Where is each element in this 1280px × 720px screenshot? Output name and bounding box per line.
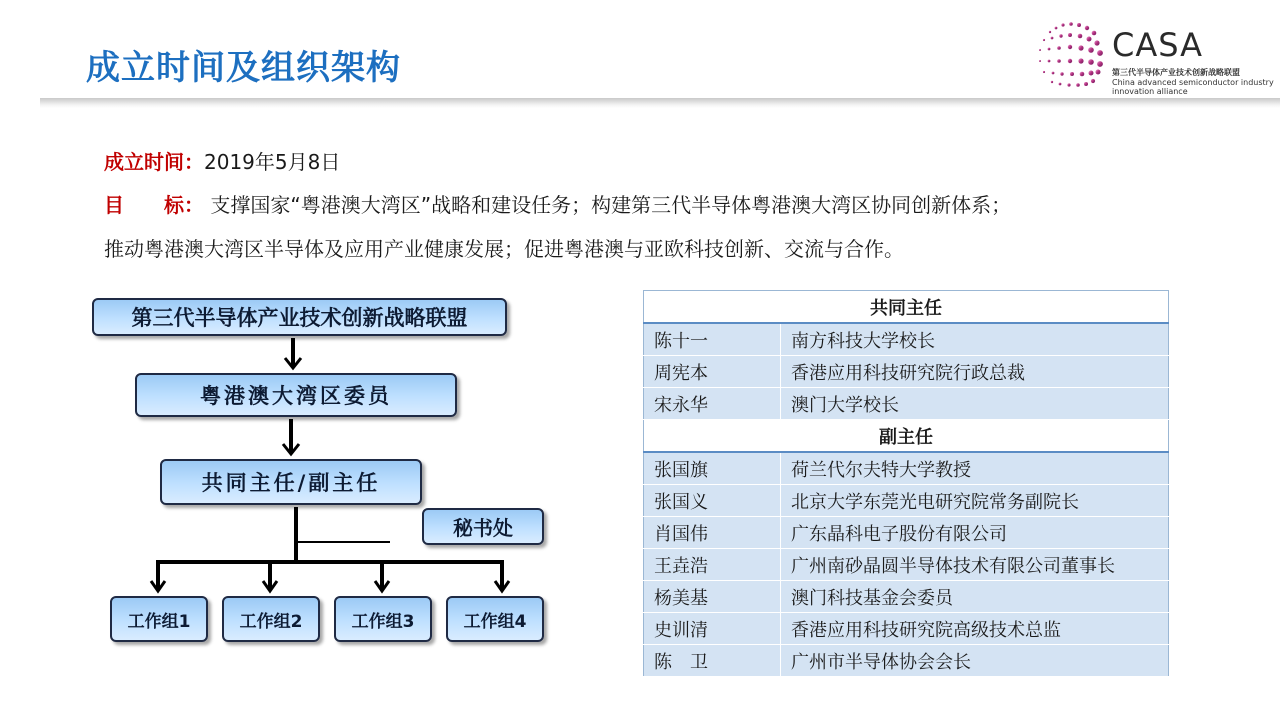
table-row	[644, 517, 1169, 549]
goal-label: 目 标：	[104, 193, 204, 217]
directors-box: 共同主任/副主任	[160, 459, 422, 505]
arrowhead-wg1	[151, 581, 165, 591]
member-title: 香港应用科技研究院行政总裁	[781, 356, 1169, 388]
working-group-3-box: 工作组3	[334, 596, 432, 642]
member-name: 张国义	[644, 485, 781, 517]
logo-sphere-icon	[1030, 12, 1110, 92]
logo-english-line2: innovation alliance	[1112, 87, 1188, 96]
secretariat-box: 秘书处	[422, 508, 544, 545]
committee-box: 粤港澳大湾区委员	[135, 373, 457, 417]
table-row	[644, 452, 1169, 485]
logo-english-line1: China advanced semiconductor industry	[1112, 78, 1274, 87]
goal-text-1: 支撑国家“粤港澳大湾区”战略和建设任务；构建第三代半导体粤港澳大湾区协同创新体系；	[210, 193, 1012, 217]
member-title: 南方科技大学校长	[781, 323, 1169, 356]
goal-line-2: 推动粤港澳大湾区半导体及应用产业健康发展；促进粤港澳与亚欧科技创新、交流与合作。	[104, 237, 904, 261]
member-title: 广州市半导体协会会长	[781, 645, 1169, 677]
goal-line-1	[104, 189, 1011, 218]
member-name: 宋永华	[644, 388, 781, 420]
table-section-header	[644, 420, 1169, 453]
member-name: 周宪本	[644, 356, 781, 388]
arrowhead-wg3	[375, 581, 389, 591]
table-section-header	[644, 291, 1169, 324]
member-name: 杨美基	[644, 581, 781, 613]
members-table	[643, 290, 1169, 677]
member-title: 澳门科技基金会委员	[781, 581, 1169, 613]
founding-date-line	[104, 146, 340, 175]
member-name: 肖国伟	[644, 517, 781, 549]
table-row	[644, 323, 1169, 356]
table-row	[644, 613, 1169, 645]
arrowhead-2	[283, 444, 299, 454]
founding-date-value: 2019年5月8日	[204, 150, 341, 174]
member-name: 陈十一	[644, 323, 781, 356]
member-name: 张国旗	[644, 452, 781, 485]
member-title: 广州南砂晶圆半导体技术有限公司董事长	[781, 549, 1169, 581]
arrowhead-1	[285, 358, 301, 368]
arrowhead-wg2	[263, 581, 277, 591]
table-row	[644, 356, 1169, 388]
member-name: 陈 卫	[644, 645, 781, 677]
title-divider	[40, 98, 1280, 108]
member-title: 荷兰代尔夫特大学教授	[781, 452, 1169, 485]
alliance-box: 第三代半导体产业技术创新战略联盟	[92, 298, 507, 336]
table-row	[644, 581, 1169, 613]
logo-chinese-name: 第三代半导体产业技术创新战略联盟	[1112, 68, 1240, 77]
member-name: 王垚浩	[644, 549, 781, 581]
co-directors-heading: 共同主任	[644, 291, 1169, 324]
table-row	[644, 485, 1169, 517]
working-group-2-box: 工作组2	[222, 596, 320, 642]
member-title: 广东晶科电子股份有限公司	[781, 517, 1169, 549]
table-row	[644, 645, 1169, 677]
table-row	[644, 388, 1169, 420]
working-group-4-box: 工作组4	[446, 596, 544, 642]
deputy-heading: 副主任	[644, 420, 1169, 453]
page-title: 成立时间及组织架构	[86, 48, 401, 88]
founding-date-label: 成立时间：	[104, 150, 204, 174]
arrowhead-wg4	[495, 581, 509, 591]
working-group-1-box: 工作组1	[110, 596, 208, 642]
member-name: 史训清	[644, 613, 781, 645]
member-title: 香港应用科技研究院高级技术总监	[781, 613, 1169, 645]
member-title: 北京大学东莞光电研究院常务副院长	[781, 485, 1169, 517]
logo-wordmark: CASA	[1112, 26, 1204, 64]
table-row	[644, 549, 1169, 581]
casa-logo	[1030, 12, 1274, 96]
member-title: 澳门大学校长	[781, 388, 1169, 420]
